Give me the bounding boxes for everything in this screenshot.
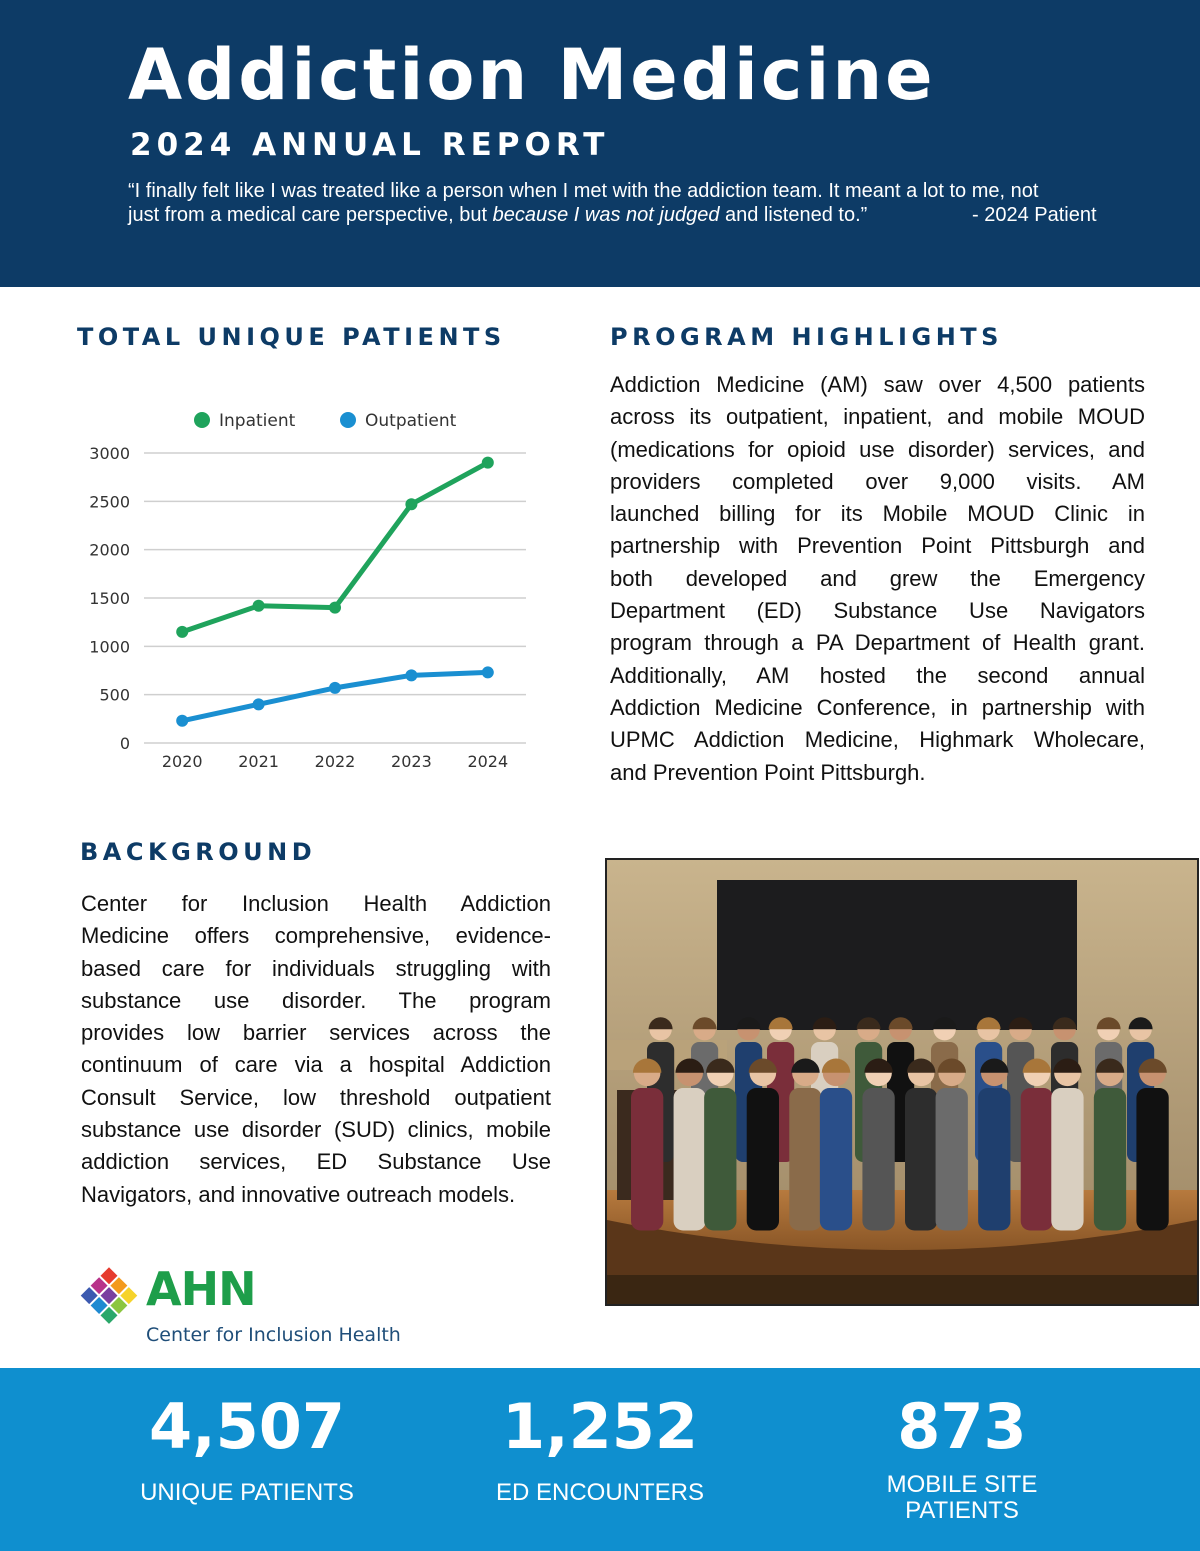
ahn-logo — [74, 1262, 414, 1352]
x-tick-label: 2024 — [467, 752, 509, 771]
report-header — [0, 0, 1200, 287]
highlights-line: UPMC Addiction Medicine, Highmark Wholecare, — [610, 727, 1145, 753]
report-title: Addiction Medicine — [128, 34, 936, 116]
highlights-line: partnership with Prevention Point Pittsburgh and — [610, 533, 1145, 559]
person-body — [1021, 1088, 1053, 1231]
highlights-line: Additionally, AM hosted the second annual — [610, 662, 1145, 688]
highlights-line: launched billing for its Mobile MOUD Clinic in — [610, 501, 1145, 527]
stat-value: 4,507 — [148, 1390, 346, 1463]
x-tick-label: 2023 — [391, 752, 432, 771]
person-body — [1051, 1088, 1083, 1231]
chart-canvas — [72, 395, 542, 785]
quote-line-2-start: just from a medical care perspective, but — [128, 204, 493, 226]
team-photo — [605, 858, 1199, 1306]
person-body — [936, 1088, 968, 1231]
ahn-logo-wordmark: AHN — [146, 1262, 256, 1316]
data-point — [482, 457, 494, 469]
background-line: Medicine offers comprehensive, evidence- — [81, 923, 551, 949]
highlights-line: Department (ED) Substance Use Navigators — [610, 598, 1145, 624]
data-point — [253, 600, 265, 612]
background-line: substance use disorder (SUD) clinics, mobile — [81, 1117, 551, 1143]
data-point — [329, 682, 341, 694]
x-tick-label: 2021 — [238, 752, 279, 771]
background-line: provides low barrier services across the — [81, 1020, 551, 1046]
background-line: substance use disorder. The program — [81, 987, 551, 1013]
data-point — [405, 669, 417, 681]
highlights-heading: PROGRAM HIGHLIGHTS — [610, 323, 1003, 351]
patients-heading: TOTAL UNIQUE PATIENTS — [77, 323, 506, 351]
highlights-line: and Prevention Point Pittsburgh. — [610, 759, 926, 785]
y-tick-label: 2500 — [89, 492, 130, 512]
stat-label: MOBILE SITE PATIENTS — [886, 1471, 1038, 1524]
y-tick-label: 0 — [119, 734, 130, 753]
legend-label: Inpatient — [219, 411, 296, 431]
background-line: addiction services, ED Substance Use — [81, 1149, 551, 1175]
stat-value: 1,252 — [501, 1390, 699, 1463]
person-body — [704, 1088, 736, 1231]
person-body — [820, 1088, 852, 1231]
quote-author: - 2024 Patient — [972, 204, 1097, 226]
x-tick-label: 2022 — [314, 752, 356, 771]
data-point — [405, 498, 417, 510]
person-body — [789, 1088, 821, 1231]
highlights-line: providers completed over 9,000 visits. AM — [610, 468, 1145, 494]
series-line-outpatient — [182, 672, 488, 720]
person-body — [631, 1088, 663, 1231]
data-point — [176, 715, 188, 727]
data-point — [176, 626, 188, 638]
data-point — [253, 698, 265, 710]
person-body — [978, 1088, 1010, 1231]
person-body — [674, 1088, 706, 1231]
highlights-line: program through a PA Department of Health grant. — [610, 630, 1145, 656]
background-line: Center for Inclusion Health Addiction — [81, 891, 551, 916]
background-heading: BACKGROUND — [80, 838, 317, 866]
patient-quote — [128, 179, 1128, 227]
highlights-paragraph — [610, 369, 1145, 789]
person-body — [1136, 1088, 1168, 1231]
y-tick-label: 500 — [99, 685, 130, 705]
data-point — [329, 602, 341, 614]
legend-marker — [194, 412, 210, 428]
highlights-line: both developed and grew the Emergency — [610, 565, 1145, 591]
stat-label: ED ENCOUNTERS — [495, 1479, 705, 1506]
person-body — [747, 1088, 779, 1231]
team-photo-illustration — [607, 860, 1197, 1304]
background-line: based care for individuals struggling with — [81, 955, 551, 981]
stat-label: UNIQUE PATIENTS — [140, 1479, 354, 1506]
person-body — [905, 1088, 937, 1231]
stats-banner — [0, 1368, 1200, 1551]
background-paragraph — [81, 888, 551, 1211]
y-tick-label: 3000 — [89, 444, 130, 463]
person-body — [1094, 1088, 1126, 1231]
background-line: Navigators, and innovative outreach models. — [81, 1181, 516, 1207]
highlights-line: Addiction Medicine (AM) saw over 4,500 patients — [610, 372, 1145, 397]
background-line: continuum of care via a hospital Addiction — [81, 1052, 551, 1078]
highlights-line: across its outpatient, inpatient, and mobile MOUD — [610, 404, 1145, 430]
person-body — [862, 1088, 894, 1231]
legend-label: Outpatient — [365, 411, 457, 431]
x-tick-label: 2020 — [161, 752, 203, 771]
ahn-logo-subtitle: Center for Inclusion Health — [146, 1324, 401, 1346]
legend-marker — [340, 412, 356, 428]
quote-line-2-end: and listened to.” — [719, 204, 868, 226]
ahn-logo-mark-icon — [74, 1262, 144, 1332]
y-tick-label: 1000 — [89, 637, 130, 657]
stat-value: 873 — [897, 1390, 1027, 1463]
highlights-line: Addiction Medicine Conference, in partnership with — [610, 694, 1145, 720]
patients-line-chart — [72, 395, 542, 785]
y-tick-label: 1500 — [89, 589, 130, 608]
quote-line-1: “I finally felt like I was treated like a person when I met with the addiction team. It meant a lot to me, not — [128, 180, 1039, 202]
highlights-line: (medications for opioid use disorder) services, and — [610, 436, 1145, 462]
background-line: Consult Service, low threshold outpatient — [81, 1084, 551, 1110]
data-point — [482, 666, 494, 678]
report-subtitle: 2024 ANNUAL REPORT — [130, 127, 610, 163]
y-tick-label: 2000 — [89, 540, 130, 560]
quote-emphasis: because I was not judged — [492, 204, 720, 226]
